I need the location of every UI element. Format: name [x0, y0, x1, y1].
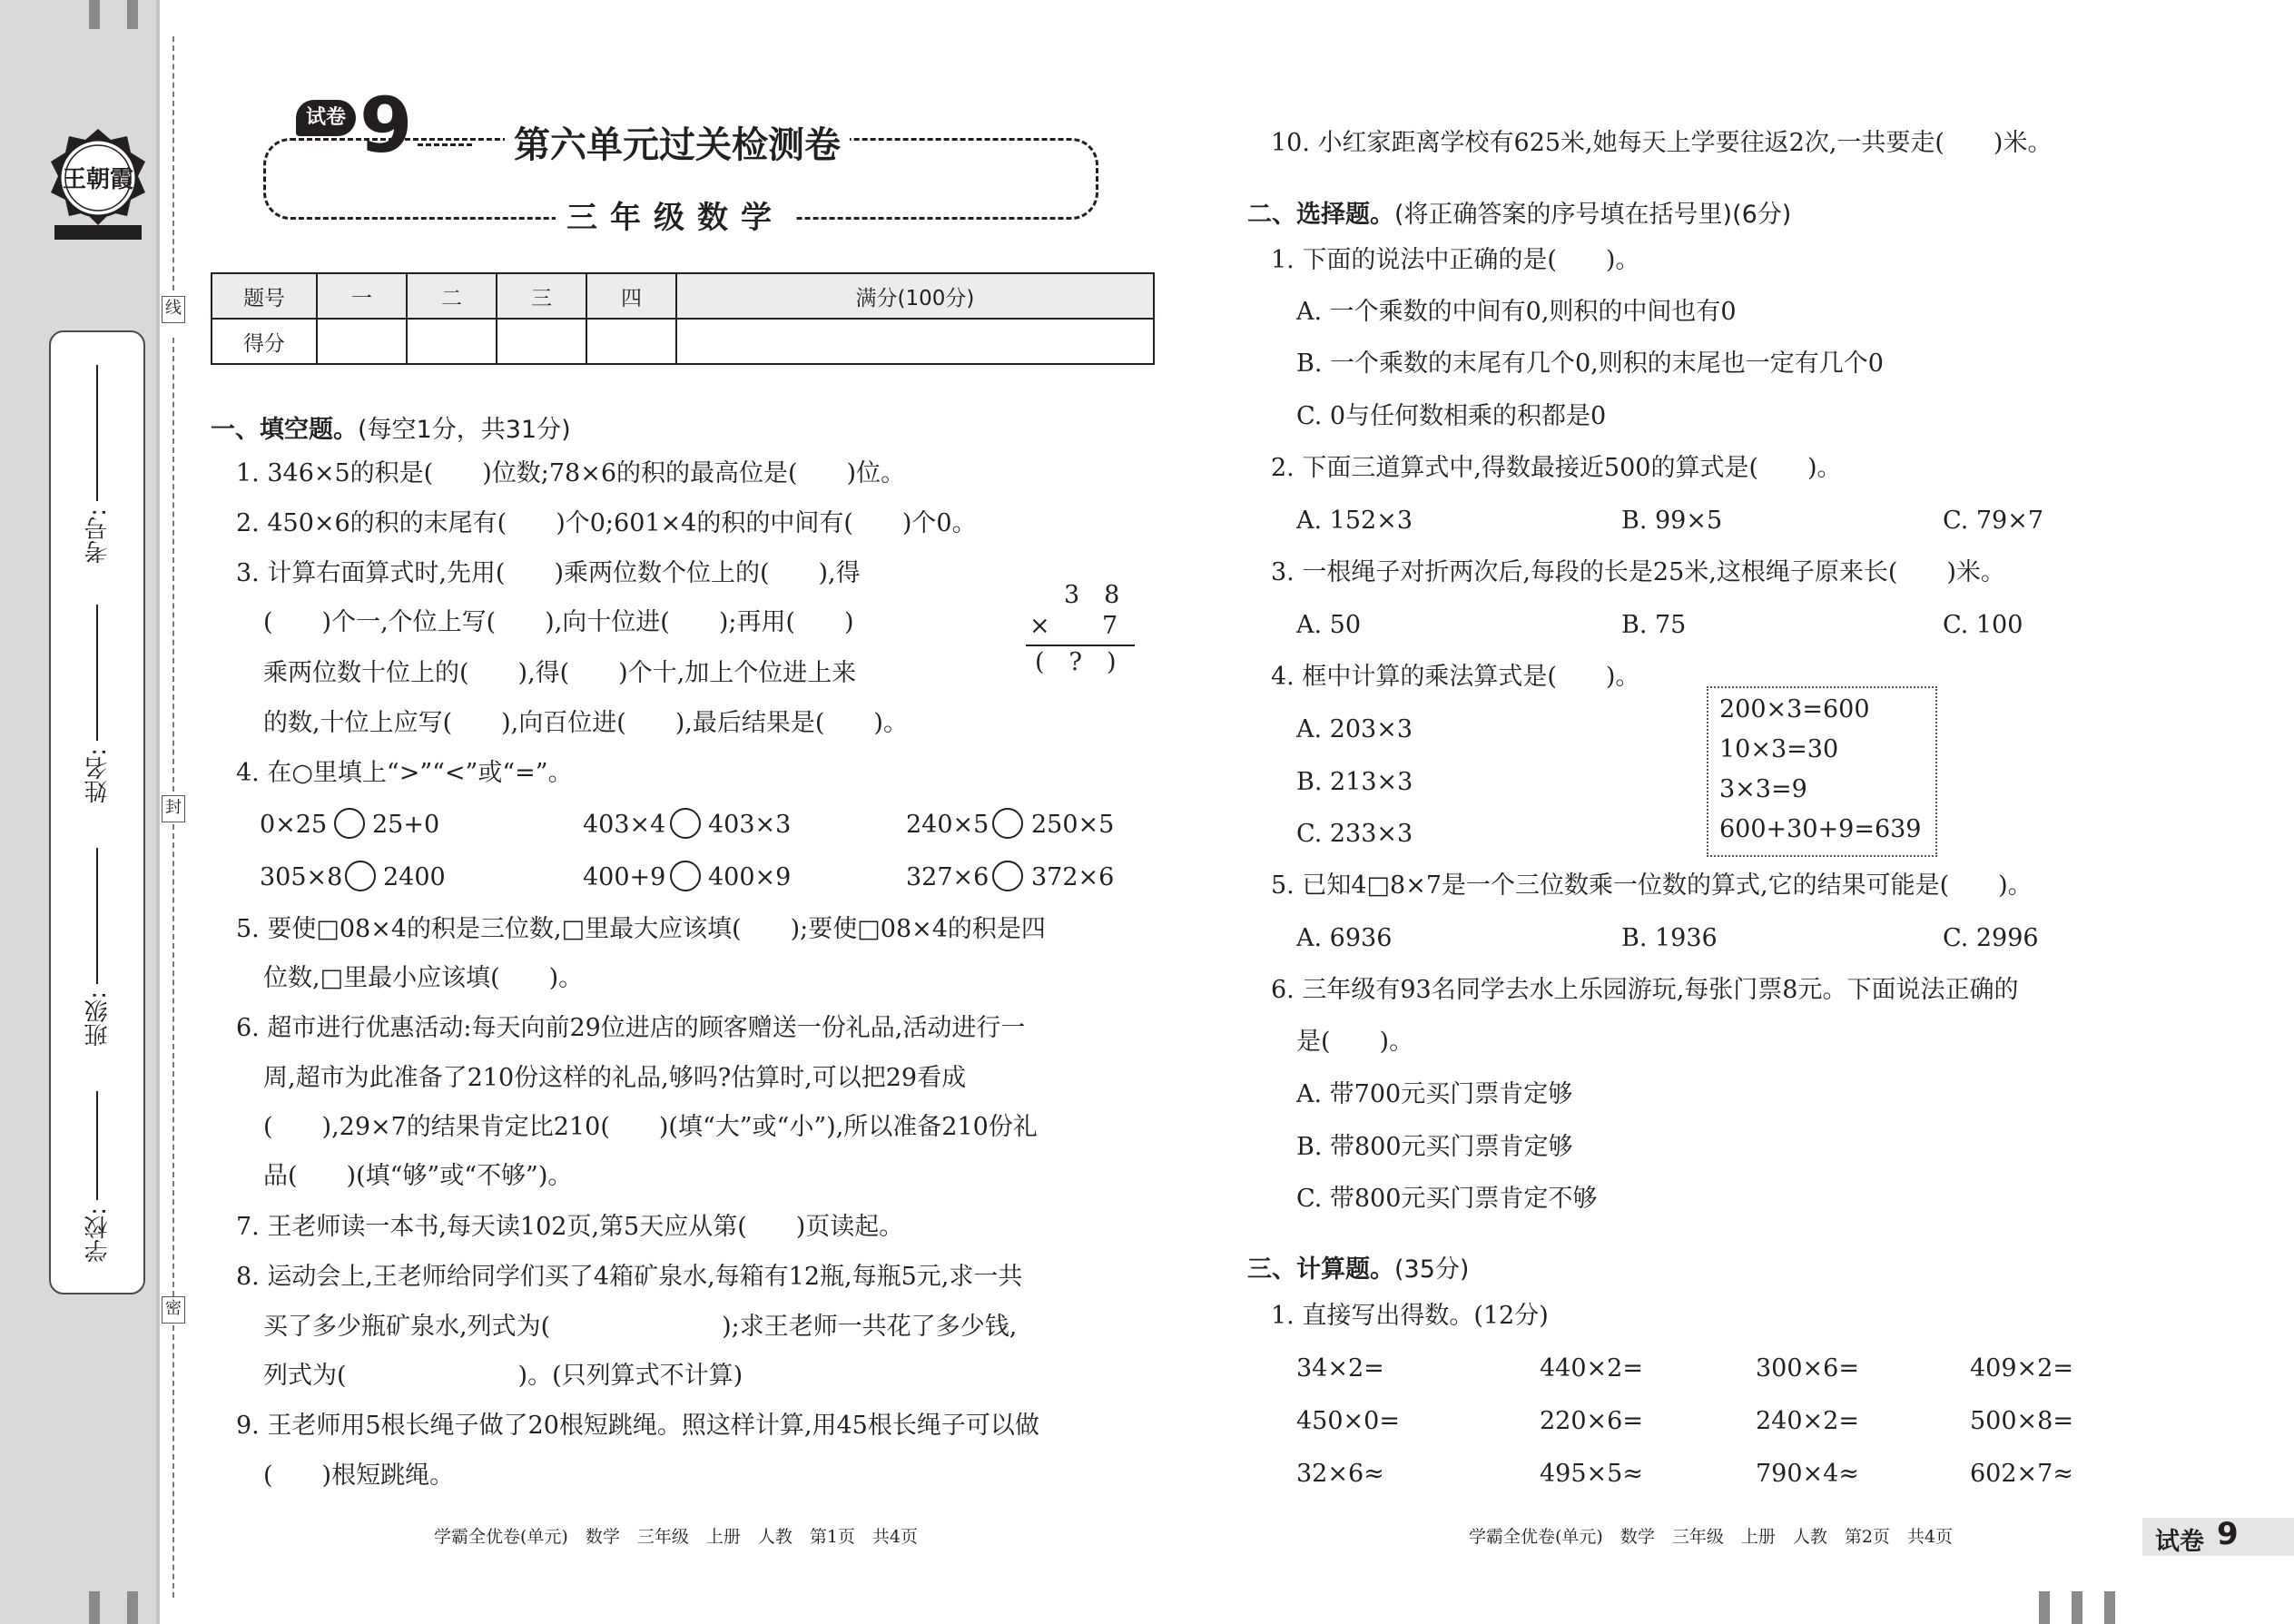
question-line: 8. 运动会上,王老师给同学们买了4箱矿泉水,每箱有12瓶,每瓶5元,求一共: [236, 1263, 1023, 1291]
compare-circle[interactable]: [992, 861, 1023, 891]
question-line: 9. 王老师用5根长绳子做了20根短跳绳。照这样计算,用45根长绳子可以做: [236, 1412, 1039, 1440]
seal-char-line: 线: [162, 296, 185, 323]
registration-mark: [89, 0, 100, 29]
page-footer-left: 学霸全优卷(单元) 数学 三年级 上册 人教 第1页 共4页: [434, 1527, 919, 1547]
section3-heading: [1247, 1249, 1469, 1284]
question-line: 5. 已知4□8×7是一个三位数乘一位数的算式,它的结果可能是( )。: [1271, 871, 2033, 900]
vertical-calc-top: 3 8: [1064, 581, 1120, 609]
question-line: 买了多少瓶矿泉水,列式为( );求王老师一共花了多少钱,: [263, 1313, 1018, 1341]
score-row: [212, 319, 1154, 364]
section3-note: (35分): [1394, 1255, 1470, 1284]
vertical-calc-result: ( ? ): [1035, 648, 1117, 676]
calc-item: 300×6=: [1756, 1354, 1859, 1383]
exam-tag: 试卷: [296, 100, 356, 136]
score-cell[interactable]: [586, 319, 676, 364]
question-line: 2. 下面三道算式中,得数最接近500的算式是( )。: [1271, 454, 1842, 482]
compare-left: 400+9: [583, 863, 666, 891]
section2-title: 二、选择题。: [1247, 201, 1394, 229]
vertical-calc-bottom: 7: [1102, 612, 1118, 640]
seal-char-seal: 封: [162, 795, 185, 822]
title-dash: [418, 143, 472, 146]
compare-right: 25+0: [372, 811, 440, 839]
score-header-cell: 满分(100分): [676, 273, 1154, 319]
score-cell[interactable]: [497, 319, 586, 364]
compare-circle[interactable]: [670, 808, 701, 839]
calc-item: 34×2=: [1296, 1354, 1384, 1383]
school-label: 学校:: [84, 1207, 112, 1263]
page-title: 第六单元过关检测卷: [505, 116, 850, 168]
compare-circle[interactable]: [670, 861, 701, 891]
student-info-box: [49, 330, 145, 1294]
sidebar-edge: [156, 0, 160, 1624]
calc-item: 500×8=: [1970, 1407, 2073, 1435]
option: A. 带700元买门票肯定够: [1296, 1080, 1573, 1108]
option: C. 100: [1943, 611, 2023, 639]
calc-item: 450×0=: [1296, 1407, 1400, 1435]
question-line: ( )个一,个位上写( ),向十位进( );再用( ): [263, 608, 854, 636]
section2-heading: [1247, 194, 1791, 230]
question-line: 4. 框中计算的乘法算式是( )。: [1271, 663, 1640, 691]
registration-mark: [89, 1591, 100, 1624]
calc-box-line: 200×3=600: [1719, 695, 1870, 723]
class-field[interactable]: [51, 848, 143, 1047]
question-line: 10. 小红家距离学校有625米,她每天上学要往返2次,一共要走( )米。: [1271, 129, 2053, 157]
score-cell[interactable]: [317, 319, 407, 364]
compare-circle[interactable]: [334, 808, 365, 839]
page-tab-label: 试卷: [2155, 1528, 2204, 1556]
option: A. 203×3: [1296, 715, 1413, 743]
logo-text: 王朝霞: [62, 166, 134, 193]
question-line: 6. 三年级有93名同学去水上乐园游玩,每张门票8元。下面说法正确的: [1271, 976, 2019, 1004]
calc-item: 495×5≈: [1540, 1460, 1643, 1488]
question-line: 的数,十位上应写( ),向百位进( ),最后结果是( )。: [263, 709, 908, 737]
compare-left: 403×4: [583, 811, 666, 839]
question-line: 1. 下面的说法中正确的是( )。: [1271, 246, 1640, 274]
page-footer-right: 学霸全优卷(单元) 数学 三年级 上册 人教 第2页 共4页: [1469, 1527, 1954, 1547]
score-table: [211, 272, 1155, 365]
question-line: 2. 450×6的积的末尾有( )个0;601×4的积的中间有( )个0。: [236, 509, 977, 537]
option: B. 带800元买门票肯定够: [1296, 1133, 1573, 1161]
score-header-cell: 一: [317, 273, 407, 319]
compare-circle[interactable]: [345, 861, 376, 891]
score-row-label: 得分: [212, 319, 317, 364]
school-field[interactable]: [51, 1091, 143, 1263]
compare-right: 372×6: [1031, 863, 1115, 891]
option: C. 79×7: [1943, 507, 2044, 535]
calc-item: 409×2=: [1970, 1354, 2073, 1383]
name-field[interactable]: [51, 605, 143, 803]
exam-number-label: 考号:: [84, 508, 112, 564]
compare-right: 403×3: [708, 811, 792, 839]
registration-mark: [127, 0, 138, 29]
question-line: 列式为( )。(只列算式不计算): [263, 1362, 743, 1390]
calc-box-line: 600+30+9=639: [1719, 815, 1922, 843]
option: C. 带800元买门票肯定不够: [1296, 1185, 1598, 1213]
calc-item: 602×7≈: [1970, 1460, 2073, 1488]
compare-right: 400×9: [708, 863, 792, 891]
name-label: 姓名:: [84, 748, 112, 803]
question-line: 品( )(填“够”或“不够”)。: [263, 1162, 573, 1190]
score-header-cell: 四: [586, 273, 676, 319]
seal-line: [172, 824, 174, 1296]
question-line: 4. 在○里填上“>”“<”或“=”。: [236, 759, 573, 787]
calc-item: 790×4≈: [1756, 1460, 1859, 1488]
calc-box-line: 3×3=9: [1719, 775, 1807, 803]
registration-mark: [127, 1591, 138, 1624]
vertical-calc-rule: [1026, 645, 1135, 646]
exam-number-field[interactable]: [51, 365, 143, 564]
section1-title: 一、填空题。: [211, 416, 358, 444]
score-header-row: [212, 273, 1154, 319]
seal-line: [172, 338, 174, 792]
page-tab-number: 9: [2217, 1516, 2239, 1552]
compare-left: 305×8: [260, 863, 343, 891]
compare-left: 0×25: [260, 811, 328, 839]
registration-mark: [2104, 1591, 2115, 1624]
question-line: ( ),29×7的结果肯定比210( )(填“大”或“小”),所以准备210份礼: [263, 1113, 1038, 1141]
calc-item: 440×2=: [1540, 1354, 1643, 1383]
option: B. 一个乘数的末尾有几个0,则积的末尾也一定有几个0: [1296, 349, 1884, 378]
compare-circle[interactable]: [992, 808, 1023, 839]
option: A. 50: [1296, 611, 1362, 639]
vertical-calc-sign: ×: [1029, 612, 1050, 640]
question-line: 3. 一根绳子对折两次后,每段的长是25米,这根绳子原来长( )米。: [1271, 558, 2005, 586]
section1-heading: [211, 409, 571, 445]
question-line: 周,超市为此准备了210份这样的礼品,够吗?估算时,可以把29看成: [263, 1064, 967, 1092]
question-line: ( )根短跳绳。: [263, 1462, 455, 1490]
score-header-cell: 三: [497, 273, 586, 319]
registration-mark: [2039, 1591, 2050, 1624]
seal-char-secret: 密: [162, 1296, 185, 1324]
question-line: 乘两位数十位上的( ),得( )个十,加上个位进上来: [263, 659, 857, 687]
score-cell[interactable]: [676, 319, 1154, 364]
section3-title: 三、计算题。: [1247, 1255, 1394, 1284]
option: A. 152×3: [1296, 507, 1413, 535]
option: B. 213×3: [1296, 768, 1413, 796]
question-line: 位数,□里最小应该填( )。: [263, 964, 584, 992]
option: C. 0与任何数相乘的积都是0: [1296, 402, 1607, 430]
option: A. 6936: [1296, 924, 1393, 952]
score-header-cell: 二: [407, 273, 497, 319]
registration-mark: [2072, 1591, 2082, 1624]
compare-left: 327×6: [906, 863, 989, 891]
calc-item: 32×6≈: [1296, 1460, 1384, 1488]
calc-item: 220×6=: [1540, 1407, 1643, 1435]
option: A. 一个乘数的中间有0,则积的中间也有0: [1296, 298, 1737, 326]
exam-number: 9: [359, 81, 413, 170]
option: B. 1936: [1621, 924, 1718, 952]
score-header-cell: 题号: [212, 273, 317, 319]
seal-line: [172, 1325, 174, 1598]
option: C. 2996: [1943, 924, 2039, 952]
option: B. 99×5: [1621, 507, 1723, 535]
question-line: 是( )。: [1296, 1028, 1414, 1056]
compare-right: 250×5: [1031, 811, 1115, 839]
compare-left: 240×5: [906, 811, 989, 839]
section1-note: (每空1分，共31分): [358, 416, 571, 444]
class-label: 班级:: [84, 991, 112, 1047]
section2-note: (将正确答案的序号填在括号里)(6分): [1394, 201, 1792, 229]
option: C. 233×3: [1296, 820, 1413, 848]
score-cell[interactable]: [407, 319, 497, 364]
question-line: 3. 计算右面算式时,先用( )乘两位数个位上的( ),得: [236, 559, 861, 587]
page-subtitle: 三年级数学: [556, 192, 795, 237]
option: B. 75: [1621, 611, 1687, 639]
question-line: 7. 王老师读一本书,每天读102页,第5天应从第( )页读起。: [236, 1213, 904, 1241]
question-line: 5. 要使□08×4的积是三位数,□里最大应该填( );要使□08×4的积是四: [236, 915, 1046, 943]
question-line: 1. 346×5的积是( )位数;78×6的积的最高位是( )位。: [236, 459, 906, 487]
question-line: 6. 超市进行优惠活动:每天向前29位进店的顾客赠送一份礼品,活动进行一: [236, 1014, 1026, 1042]
calc-item: 240×2=: [1756, 1407, 1859, 1435]
calc-box-line: 10×3=30: [1719, 735, 1839, 763]
seal-line: [172, 36, 174, 290]
compare-right: 2400: [383, 863, 446, 891]
question-line: 1. 直接写出得数。(12分): [1271, 1302, 1549, 1330]
publisher-logo-icon: [44, 127, 153, 245]
